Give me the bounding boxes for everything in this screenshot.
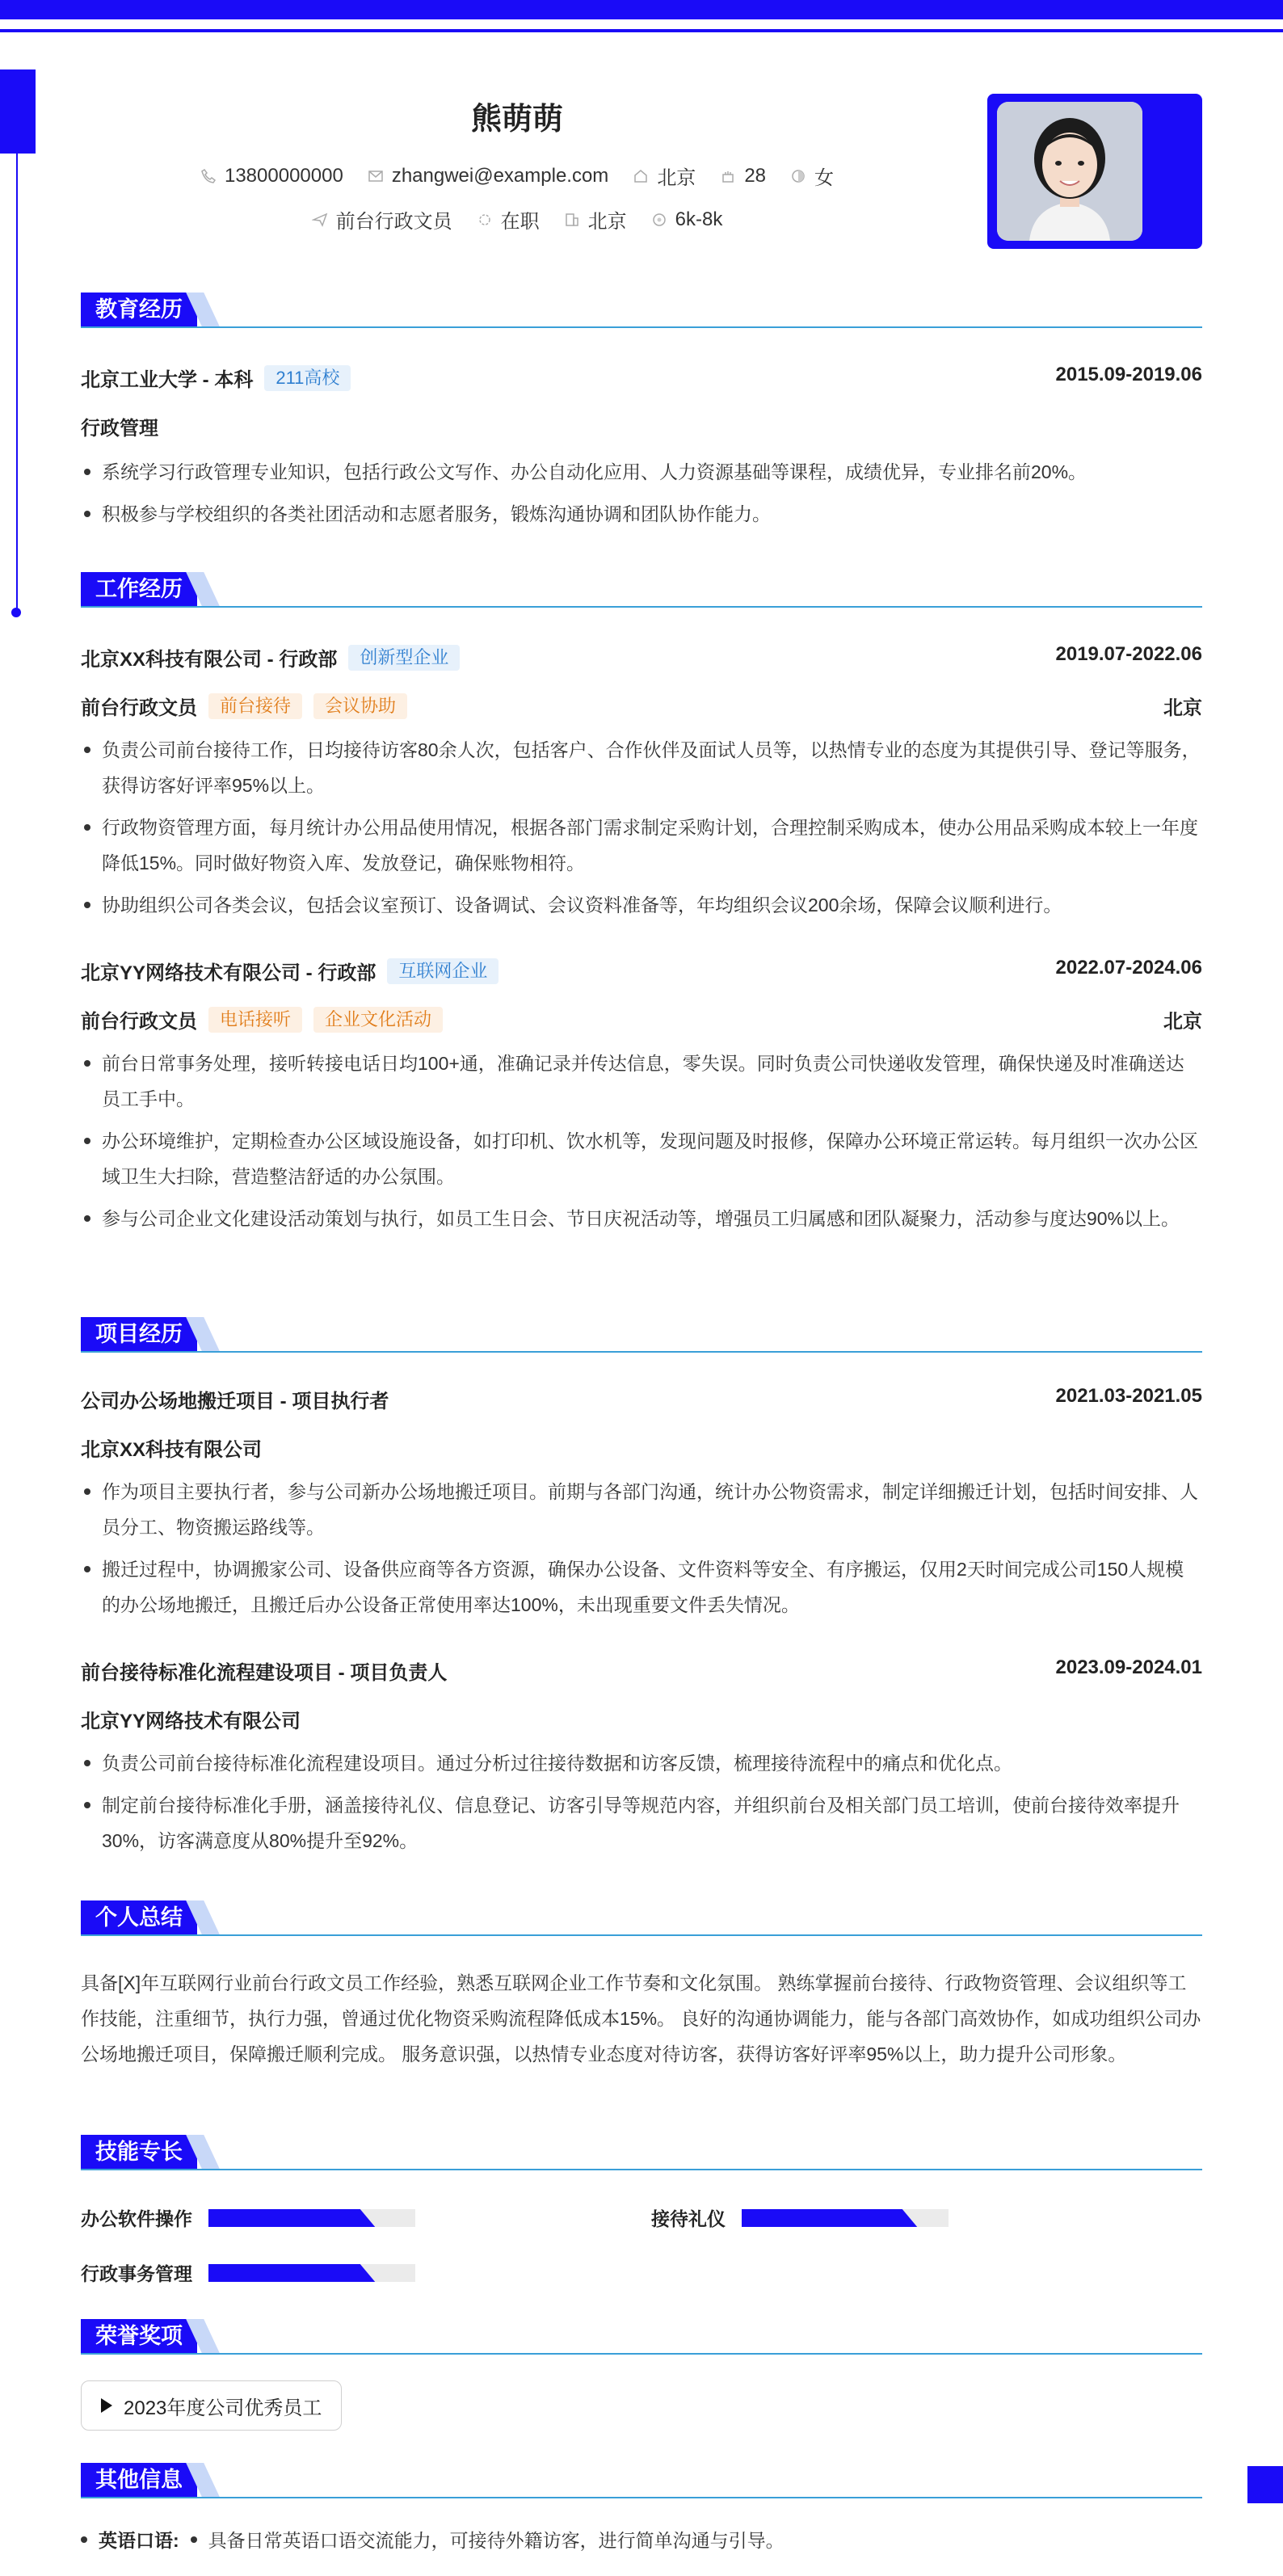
list-item: 作为项目主要执行者，参与公司新办公场地搬迁项目。前期与各部门沟通，统计办公物资需求，制定详细搬迁计划，包括时间安排、人员分工、物资搬运路线等。 bbox=[81, 1474, 1202, 1545]
gender-text: 女 bbox=[814, 167, 835, 189]
award-item bbox=[81, 2380, 342, 2431]
job-intent-item bbox=[312, 205, 452, 234]
work-bullets-2 bbox=[81, 1046, 1202, 1243]
status-icon bbox=[477, 212, 493, 228]
email-text: zhangwei@example.com bbox=[391, 164, 609, 187]
other-text: 具备日常英语口语交流能力，可接待外籍访客，进行简单沟通与引导。 bbox=[208, 2530, 785, 2551]
email-item bbox=[368, 162, 609, 190]
salary-text: 6k-8k bbox=[675, 208, 723, 230]
other-label: 英语口语: bbox=[99, 2530, 179, 2551]
photo-frame bbox=[987, 94, 1202, 249]
phone-item bbox=[200, 162, 343, 190]
bullet-dot bbox=[81, 2536, 87, 2543]
section-education bbox=[81, 293, 1202, 328]
section-summary bbox=[81, 1900, 1202, 1936]
intent-row bbox=[81, 205, 953, 234]
phone-icon bbox=[200, 168, 217, 184]
section-projects-title: 项目经历 bbox=[81, 1317, 197, 1351]
top-accent-line bbox=[0, 29, 1283, 32]
left-timeline-line bbox=[16, 154, 18, 611]
target-city-text: 北京 bbox=[587, 211, 627, 233]
role-tag: 会议协助 bbox=[313, 693, 407, 719]
section-summary-title: 个人总结 bbox=[81, 1900, 197, 1934]
project-period: 2021.03-2021.05 bbox=[1055, 1385, 1202, 1407]
section-work bbox=[81, 572, 1202, 608]
education-major: 行政管理 bbox=[81, 418, 158, 440]
status-item bbox=[477, 205, 540, 234]
candidate-name: 熊萌萌 bbox=[470, 103, 563, 137]
role-tag: 电话接听 bbox=[208, 1007, 302, 1033]
age-item bbox=[720, 162, 766, 190]
section-rule bbox=[81, 326, 1202, 328]
project-org: 北京XX科技有限公司 bbox=[81, 1439, 263, 1461]
education-bullets bbox=[81, 454, 1202, 538]
work-city: 北京 bbox=[1163, 1011, 1202, 1033]
skill-item bbox=[81, 2259, 415, 2286]
project-title: 前台接待标准化流程建设项目 - 项目负责人 bbox=[81, 1662, 448, 1684]
role-tag: 企业文化活动 bbox=[313, 1007, 443, 1033]
mail-icon bbox=[368, 168, 384, 184]
skill-item bbox=[81, 2204, 415, 2231]
left-timeline-dot bbox=[11, 608, 21, 617]
summary-text: 具备[X]年互联网行业前台行政文员工作经验，熟悉互联网企业工作节奏和文化氛围。 熟练掌握前台接待、行政物资管理、会议组织等工作技能，注重细节，执行力强，曾通过优化物资采购流程降低成本15%。 良好的沟通协调能力，能与各部门高效协作，如成功组织公司办公场地搬迁项目，保障搬迁顺利完成。 服务意识强，以热情专业态度对待访客，获得访客好评率95%以上，助力提升公司形象。 bbox=[81, 1972, 1201, 2065]
role-tag: 前台接待 bbox=[208, 693, 302, 719]
top-accent-bar bbox=[0, 0, 1283, 19]
work-period: 2022.07-2024.06 bbox=[1055, 957, 1202, 979]
age-text: 28 bbox=[744, 164, 767, 187]
section-rule bbox=[81, 2353, 1202, 2355]
work-period: 2019.07-2022.06 bbox=[1055, 643, 1202, 665]
list-item: 制定前台接待标准化手册，涵盖接待礼仪、信息登记、访客引导等规范内容，并组织前台及相关部门员工培训，使前台接待效率提升30%，访客满意度从80%提升至92%。 bbox=[81, 1787, 1202, 1858]
section-work-title: 工作经历 bbox=[81, 572, 197, 606]
triangle-right-icon bbox=[101, 2398, 112, 2413]
list-item: 前台日常事务处理，接听转接电话日均100+通，准确记录并传达信息，零失误。同时负责公司快递收发管理，确保快递及时准确送达员工手中。 bbox=[81, 1046, 1202, 1117]
home-icon bbox=[633, 168, 649, 184]
list-item: 系统学习行政管理专业知识，包括行政公文写作、办公自动化应用、人力资源基础等课程，成绩优异，专业排名前20%。 bbox=[81, 454, 1202, 490]
status-text: 在职 bbox=[500, 211, 540, 233]
bullet-dot bbox=[191, 2536, 197, 2543]
right-accent-block bbox=[1247, 2466, 1283, 2503]
phone-text: 13800000000 bbox=[224, 164, 343, 187]
section-education-title: 教育经历 bbox=[81, 293, 197, 326]
skill-item bbox=[651, 2204, 949, 2231]
section-rule bbox=[81, 2169, 1202, 2170]
skill-name: 办公软件操作 bbox=[81, 2208, 192, 2229]
section-rule bbox=[81, 606, 1202, 608]
salary-item bbox=[651, 205, 723, 234]
location-text: 北京 bbox=[657, 167, 696, 189]
skill-bar bbox=[208, 2209, 415, 2227]
role-name: 前台行政文员 bbox=[81, 1011, 197, 1033]
work-bullets-1 bbox=[81, 732, 1202, 929]
project-org: 北京YY网络技术有限公司 bbox=[81, 1711, 301, 1732]
gender-item bbox=[790, 162, 834, 190]
avatar bbox=[997, 102, 1142, 241]
skill-bar bbox=[208, 2264, 415, 2282]
skill-name: 行政事务管理 bbox=[81, 2263, 192, 2284]
resume-header bbox=[81, 89, 1202, 259]
other-info-item bbox=[81, 2526, 1202, 2553]
award-text: 2023年度公司优秀员工 bbox=[124, 2397, 322, 2419]
age-icon bbox=[720, 168, 736, 184]
section-other-title: 其他信息 bbox=[81, 2463, 197, 2497]
section-awards-title: 荣誉奖项 bbox=[81, 2319, 197, 2353]
salary-icon bbox=[651, 212, 667, 228]
section-projects bbox=[81, 1317, 1202, 1353]
list-item: 搬迁过程中，协调搬家公司、设备供应商等各方资源，确保办公设备、文件资料等安全、有序搬运，仅用2天时间完成公司150人规模的办公场地搬迁，且搬迁后办公设备正常使用率达100%，未出现重要文件丢失情况。 bbox=[81, 1551, 1202, 1623]
section-awards bbox=[81, 2319, 1202, 2355]
contact-row bbox=[81, 162, 953, 190]
skill-name: 接待礼仪 bbox=[651, 2208, 726, 2229]
company-tag: 创新型企业 bbox=[348, 645, 460, 671]
location-item bbox=[633, 162, 696, 190]
project-title: 公司办公场地搬迁项目 - 项目执行者 bbox=[81, 1391, 389, 1412]
skill-fill bbox=[208, 2264, 358, 2282]
send-icon bbox=[312, 212, 328, 228]
list-item: 负责公司前台接待标准化流程建设项目。通过分析过往接待数据和访客反馈，梳理接待流程中的痛点和优化点。 bbox=[81, 1745, 1202, 1781]
section-rule bbox=[81, 1934, 1202, 1936]
project-period: 2023.09-2024.01 bbox=[1055, 1656, 1202, 1678]
gender-icon bbox=[790, 168, 806, 184]
company-name: 北京YY网络技术有限公司 - 行政部 bbox=[81, 962, 376, 984]
skill-bar bbox=[742, 2209, 949, 2227]
list-item: 行政物资管理方面，每月统计办公用品使用情况，根据各部门需求制定采购计划，合理控制采购成本，使办公用品采购成本较上一年度降低15%。同时做好物资入库、发放登记，确保账物相符。 bbox=[81, 810, 1202, 881]
target-city-item bbox=[564, 205, 627, 234]
company-tag: 互联网企业 bbox=[387, 958, 498, 984]
list-item: 积极参与学校组织的各类社团活动和志愿者服务，锻炼沟通协调和团队协作能力。 bbox=[81, 496, 1202, 532]
skill-fill bbox=[742, 2209, 900, 2227]
job-intent-text: 前台行政文员 bbox=[335, 211, 452, 233]
school-tag: 211高校 bbox=[264, 365, 351, 391]
section-other bbox=[81, 2463, 1202, 2498]
list-item: 参与公司企业文化建设活动策划与执行，如员工生日会、节日庆祝活动等，增强员工归属感和团队凝聚力，活动参与度达90%以上。 bbox=[81, 1201, 1202, 1236]
company-name: 北京XX科技有限公司 - 行政部 bbox=[81, 649, 338, 671]
list-item: 协助组织公司各类会议，包括会议室预订、设备调试、会议资料准备等，年均组织会议200余场，保障会议顺利进行。 bbox=[81, 887, 1202, 923]
list-item: 负责公司前台接待工作，日均接待访客80余人次，包括客户、合作伙伴及面试人员等，以热情专业的态度为其提供引导、登记等服务，获得访客好评率95%以上。 bbox=[81, 732, 1202, 803]
list-item: 办公环境维护，定期检查办公区域设施设备，如打印机、饮水机等，发现问题及时报修，保障办公环境正常运转。每月组织一次办公区域卫生大扫除，营造整洁舒适的办公氛围。 bbox=[81, 1123, 1202, 1194]
section-skills-title: 技能专长 bbox=[81, 2135, 197, 2169]
section-skills bbox=[81, 2135, 1202, 2170]
section-rule bbox=[81, 2497, 1202, 2498]
role-name: 前台行政文员 bbox=[81, 697, 197, 719]
project-bullets-1 bbox=[81, 1474, 1202, 1629]
project-bullets-2 bbox=[81, 1745, 1202, 1865]
work-city: 北京 bbox=[1163, 697, 1202, 719]
building-icon bbox=[564, 212, 580, 228]
section-rule bbox=[81, 1351, 1202, 1353]
left-accent-block bbox=[0, 69, 36, 154]
school-name: 北京工业大学 - 本科 bbox=[81, 369, 254, 391]
education-period: 2015.09-2019.06 bbox=[1055, 364, 1202, 385]
skill-fill bbox=[208, 2209, 358, 2227]
